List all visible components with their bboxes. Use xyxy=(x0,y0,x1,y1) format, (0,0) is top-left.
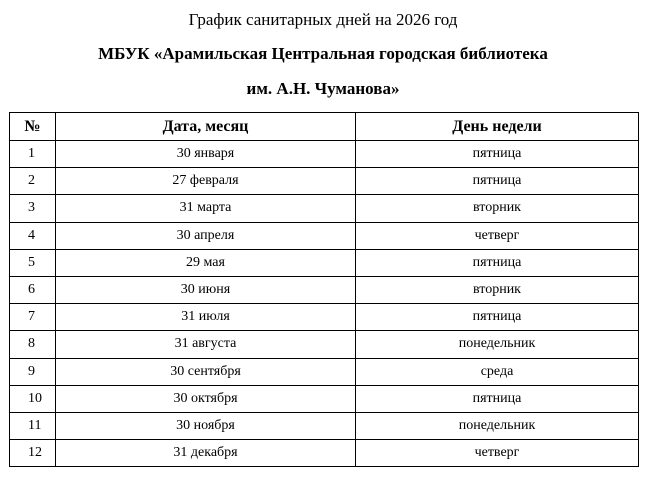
table-row xyxy=(10,168,639,195)
table-header-row xyxy=(10,113,639,141)
row-weekday: пятница xyxy=(356,304,639,331)
row-number: 7 xyxy=(10,304,56,331)
row-weekday: пятница xyxy=(356,168,639,195)
row-weekday: пятница xyxy=(356,385,639,412)
row-number: 9 xyxy=(10,358,56,385)
document-title: График санитарных дней на 2026 год xyxy=(188,10,458,29)
table-row xyxy=(10,331,639,358)
row-number: 5 xyxy=(10,249,56,276)
row-date: 31 августа xyxy=(56,331,356,358)
row-date: 30 октября xyxy=(56,385,356,412)
row-number: 6 xyxy=(10,276,56,303)
row-weekday: среда xyxy=(356,358,639,385)
table-row xyxy=(10,304,639,331)
row-number: 2 xyxy=(10,168,56,195)
table-row xyxy=(10,385,639,412)
row-date: 31 июля xyxy=(56,304,356,331)
row-date: 30 апреля xyxy=(56,222,356,249)
row-number: 8 xyxy=(10,331,56,358)
row-date: 30 ноября xyxy=(56,412,356,439)
row-date: 27 февраля xyxy=(56,168,356,195)
row-weekday: вторник xyxy=(356,276,639,303)
row-date: 31 декабря xyxy=(56,440,356,467)
header-weekday: День недели xyxy=(356,113,639,141)
table-row xyxy=(10,358,639,385)
row-weekday: понедельник xyxy=(356,412,639,439)
header-date: Дата, месяц xyxy=(56,113,356,141)
row-weekday: пятница xyxy=(356,249,639,276)
table-row xyxy=(10,440,639,467)
row-weekday: понедельник xyxy=(356,331,639,358)
organization-name-continued: им. А.Н. Чуманова» xyxy=(246,79,400,98)
row-weekday: четверг xyxy=(356,222,639,249)
row-date: 29 мая xyxy=(56,249,356,276)
organization-name: МБУК «Арамильская Центральная городская библиотека xyxy=(98,44,548,63)
row-number: 11 xyxy=(10,412,56,439)
row-weekday: вторник xyxy=(356,195,639,222)
row-date: 30 июня xyxy=(56,276,356,303)
table-row xyxy=(10,249,639,276)
row-weekday: пятница xyxy=(356,141,639,168)
row-date: 30 сентября xyxy=(56,358,356,385)
table-row xyxy=(10,195,639,222)
row-number: 3 xyxy=(10,195,56,222)
row-date: 31 марта xyxy=(56,195,356,222)
row-number: 1 xyxy=(10,141,56,168)
header-number: № xyxy=(10,113,56,141)
row-weekday: четверг xyxy=(356,440,639,467)
sanitary-days-table xyxy=(9,112,639,467)
table-row xyxy=(10,141,639,168)
table-row xyxy=(10,222,639,249)
row-number: 4 xyxy=(10,222,56,249)
row-number: 12 xyxy=(10,440,56,467)
table-row xyxy=(10,276,639,303)
row-number: 10 xyxy=(10,385,56,412)
row-date: 30 января xyxy=(56,141,356,168)
table-row xyxy=(10,412,639,439)
